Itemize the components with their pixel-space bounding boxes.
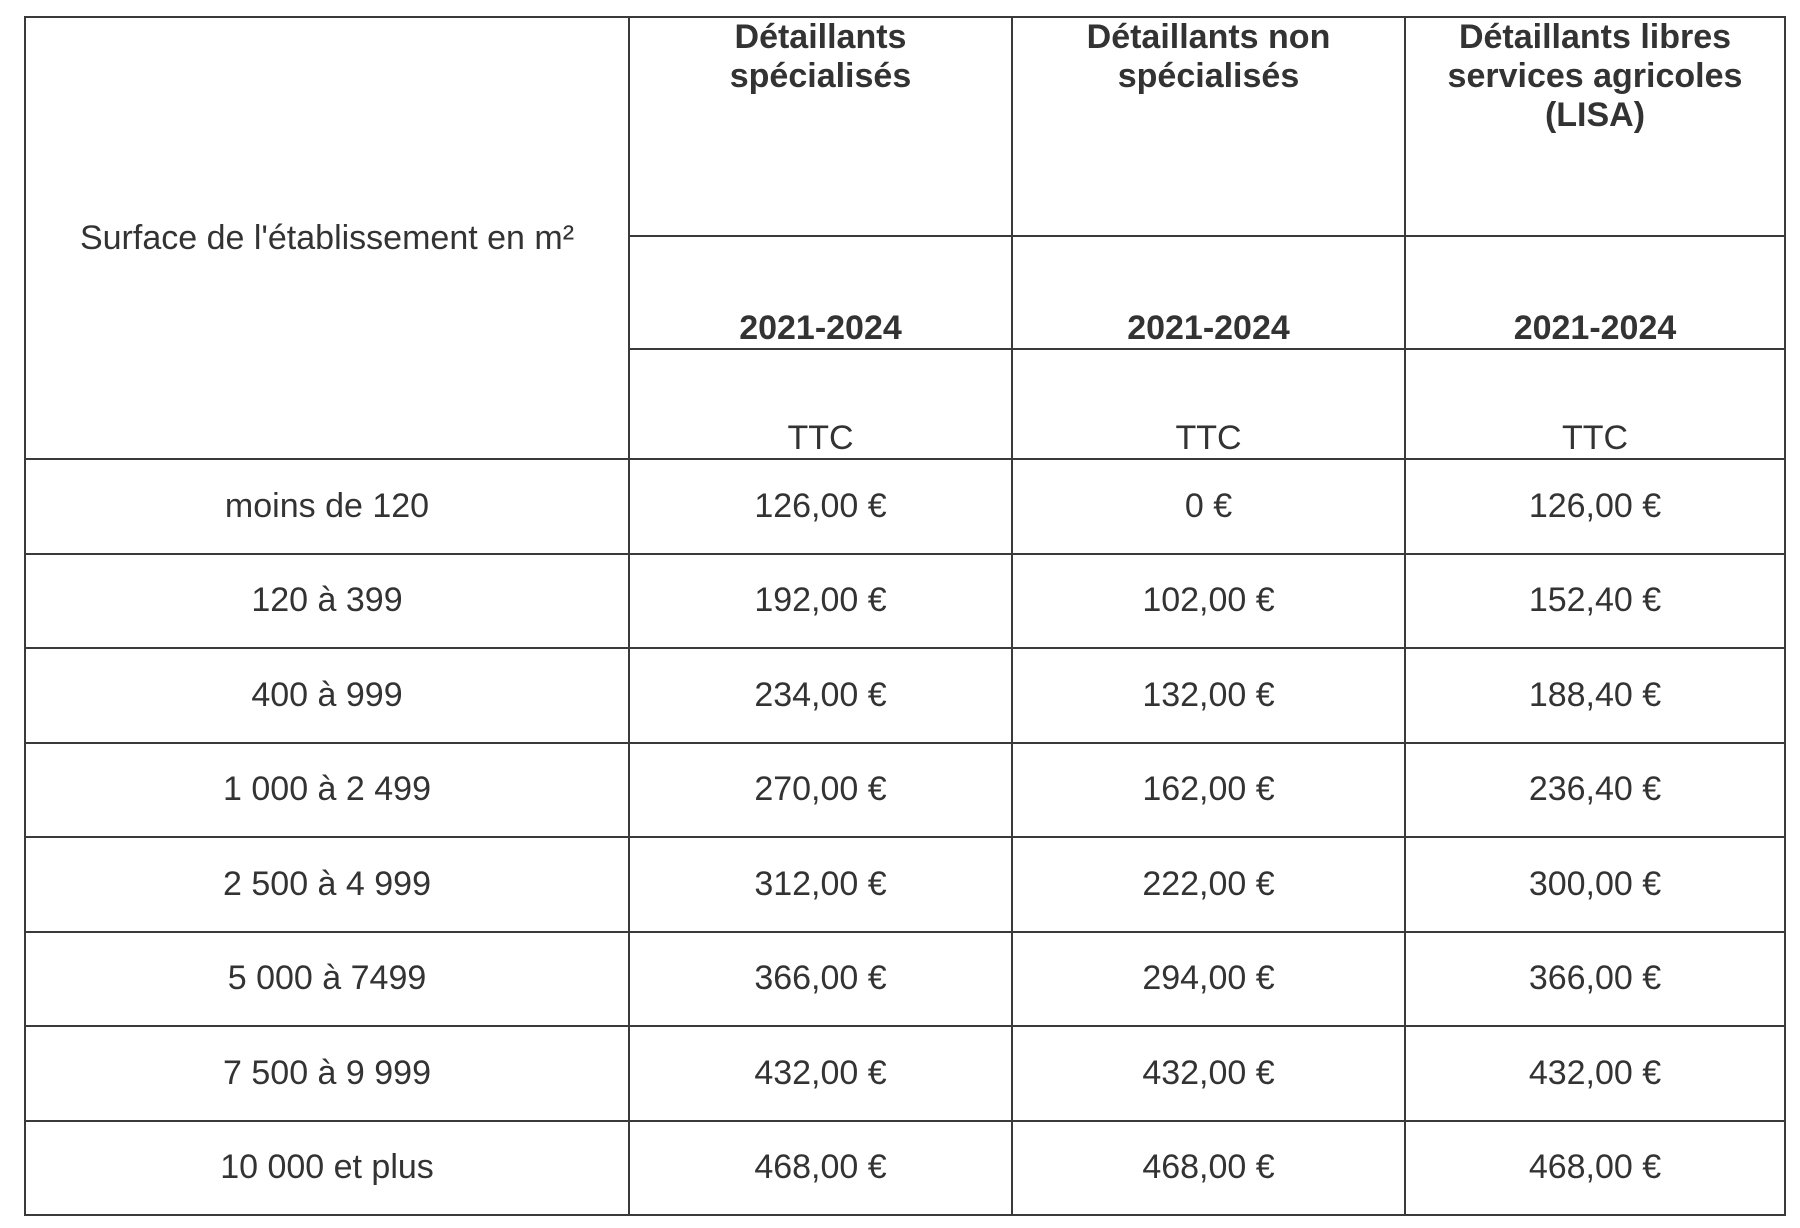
tariff-table	[24, 16, 1786, 1216]
price-cell: 312,00 €	[629, 837, 1012, 932]
surface-cell: moins de 120	[25, 459, 629, 554]
table-row	[25, 743, 1785, 838]
price-cell: 270,00 €	[629, 743, 1012, 838]
price-cell: 468,00 €	[1405, 1121, 1785, 1216]
header-row-categories	[25, 17, 1785, 236]
price-cell: 432,00 €	[1012, 1026, 1405, 1121]
surface-cell: 2 500 à 4 999	[25, 837, 629, 932]
period-cell: 2021-2024	[629, 236, 1012, 349]
price-cell: 192,00 €	[629, 554, 1012, 649]
table-row	[25, 648, 1785, 743]
price-cell: 188,40 €	[1405, 648, 1785, 743]
price-cell: 432,00 €	[1405, 1026, 1785, 1121]
surface-cell: 5 000 à 7499	[25, 932, 629, 1027]
price-cell: 294,00 €	[1012, 932, 1405, 1027]
surface-cell: 120 à 399	[25, 554, 629, 649]
price-cell: 0 €	[1012, 459, 1405, 554]
header-line: spécialisés	[729, 57, 912, 95]
table-row	[25, 932, 1785, 1027]
price-cell: 432,00 €	[629, 1026, 1012, 1121]
price-cell: 132,00 €	[1012, 648, 1405, 743]
header-line: Détaillants	[734, 18, 907, 56]
price-cell: 236,40 €	[1405, 743, 1785, 838]
surface-cell: 400 à 999	[25, 648, 629, 743]
price-cell: 102,00 €	[1012, 554, 1405, 649]
price-cell: 468,00 €	[1012, 1121, 1405, 1216]
header-detaillants-lisa	[1405, 17, 1785, 236]
table-row	[25, 1026, 1785, 1121]
header-line: spécialisés	[1117, 57, 1300, 95]
price-cell: 126,00 €	[629, 459, 1012, 554]
price-cell: 152,40 €	[1405, 554, 1785, 649]
header-line: Détaillants libres	[1458, 18, 1732, 56]
table-row	[25, 837, 1785, 932]
header-line: services agricoles	[1447, 57, 1743, 95]
surface-cell: 1 000 à 2 499	[25, 743, 629, 838]
surface-cell: 7 500 à 9 999	[25, 1026, 629, 1121]
price-cell: 126,00 €	[1405, 459, 1785, 554]
surface-cell: 10 000 et plus	[25, 1121, 629, 1216]
unit-cell: TTC	[1012, 349, 1405, 459]
price-cell: 162,00 €	[1012, 743, 1405, 838]
header-detaillants-specialises	[629, 17, 1012, 236]
period-cell: 2021-2024	[1405, 236, 1785, 349]
header-detaillants-non-specialises	[1012, 17, 1405, 236]
price-cell: 234,00 €	[629, 648, 1012, 743]
table-row	[25, 1121, 1785, 1216]
header-line: (LISA)	[1544, 96, 1646, 134]
surface-header: Surface de l'établissement en m²	[25, 17, 629, 459]
unit-cell: TTC	[1405, 349, 1785, 459]
header-line: Détaillants non	[1086, 18, 1331, 56]
period-cell: 2021-2024	[1012, 236, 1405, 349]
unit-cell: TTC	[629, 349, 1012, 459]
table-row	[25, 554, 1785, 649]
price-cell: 366,00 €	[1405, 932, 1785, 1027]
table-row	[25, 459, 1785, 554]
price-cell: 222,00 €	[1012, 837, 1405, 932]
price-cell: 468,00 €	[629, 1121, 1012, 1216]
price-cell: 300,00 €	[1405, 837, 1785, 932]
price-cell: 366,00 €	[629, 932, 1012, 1027]
